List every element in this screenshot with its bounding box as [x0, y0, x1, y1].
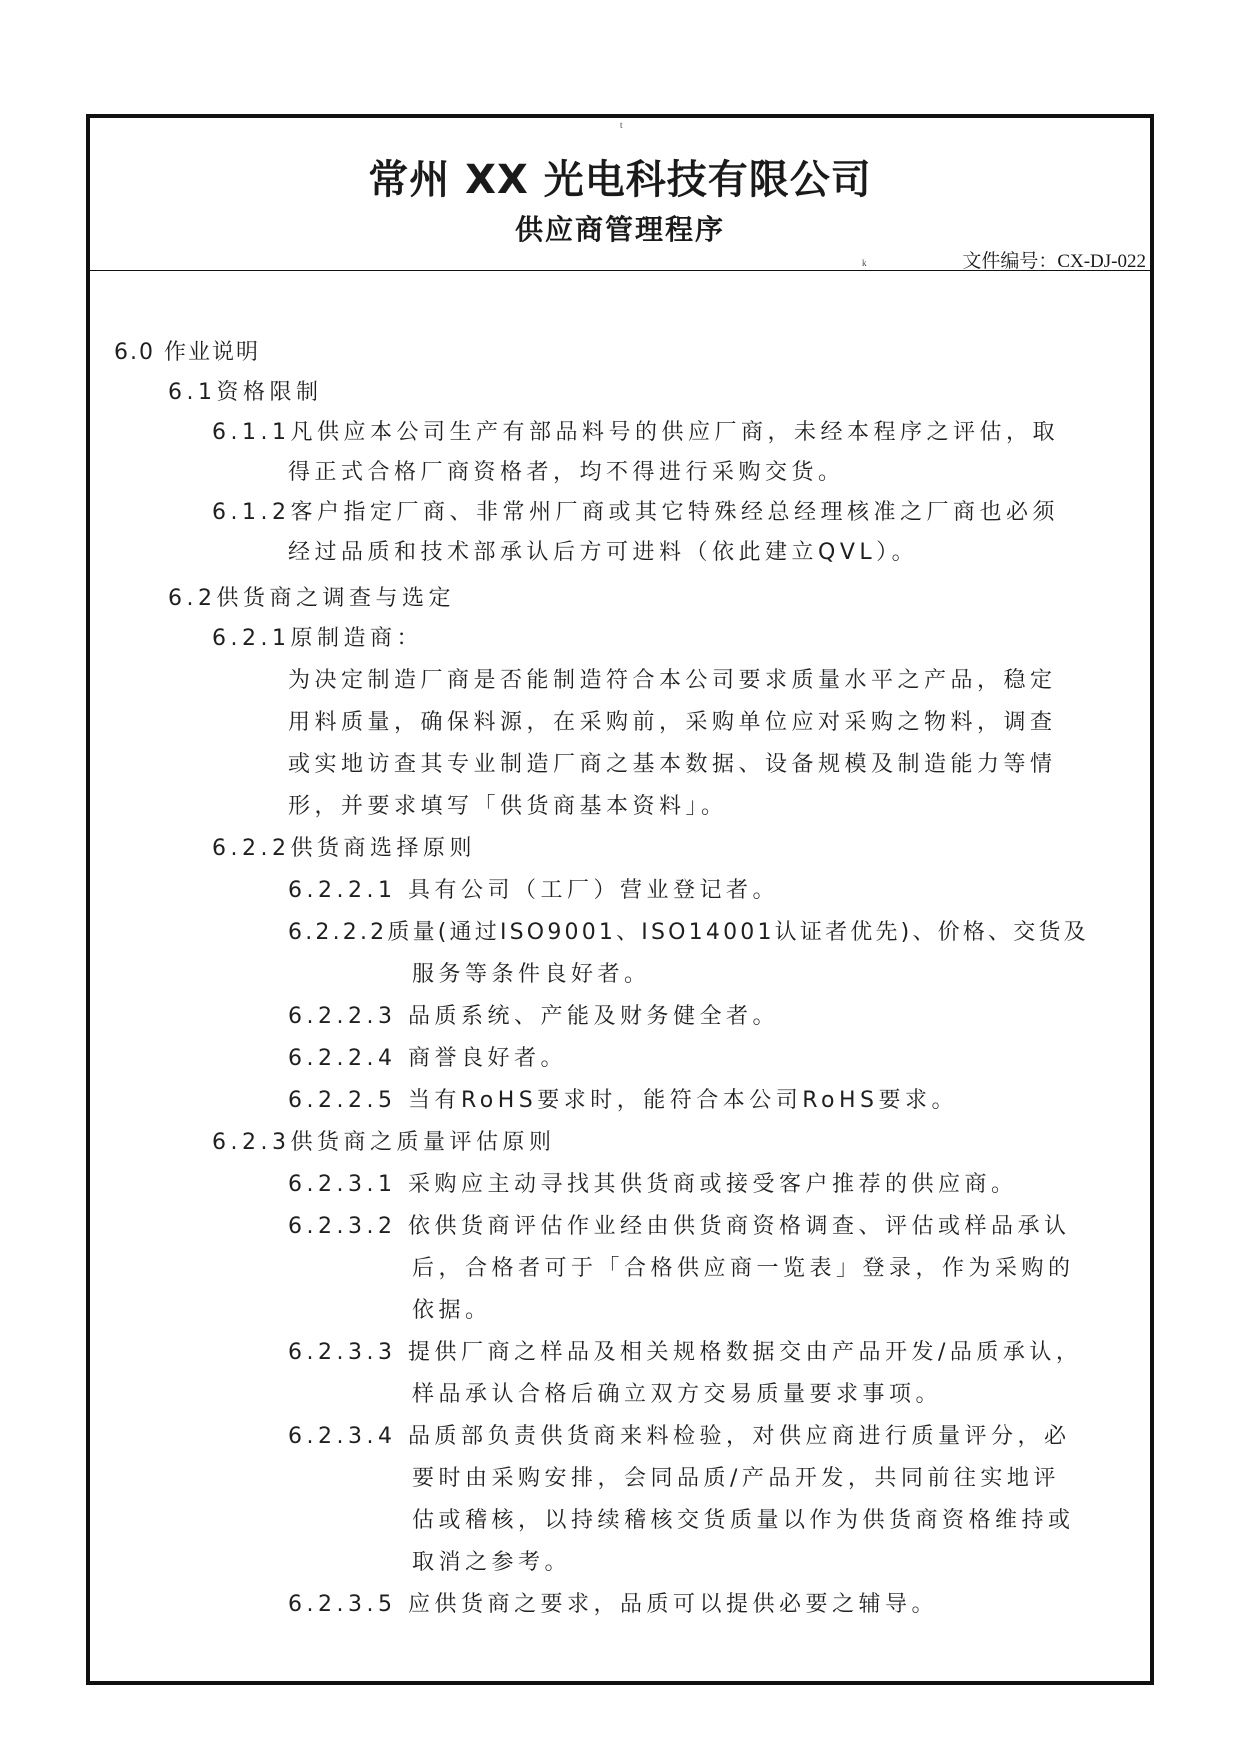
clause-line: 形，并要求填写「供货商基本资料」。 [288, 794, 728, 819]
clause-line: 依据。 [412, 1298, 492, 1323]
clause-line: 6.2.2.4 商誉良好者。 [288, 1046, 567, 1071]
subsection-heading: 6.2供货商之调查与选定 [168, 586, 455, 611]
clause-line: 服务等条件良好者。 [412, 962, 651, 987]
clause-line: 经过品质和技术部承认后方可进料（依此建立QVL）。 [288, 540, 919, 565]
mark-top: t [620, 120, 623, 130]
clause-line: 取消之参考。 [412, 1550, 572, 1575]
clause-line: 6.2.2.5 当有RoHS要求时，能符合本公司RoHS要求。 [288, 1088, 958, 1113]
clause-line: 为决定制造厂商是否能制造符合本公司要求质量水平之产品，稳定 [288, 668, 1057, 693]
company-name: 常州 XX 光电科技有限公司 [368, 157, 872, 203]
clause-line: 用料质量，确保料源，在采购前，采购单位应对采购之物料，调查 [288, 710, 1057, 735]
clause-line: 6.2.2供货商选择原则 [212, 836, 476, 861]
document-title: 供应商管理程序 [514, 213, 725, 246]
clause-line: 6.1.1凡供应本公司生产有部品料号的供应厂商，未经本程序之评估，取 [212, 420, 1059, 445]
clause-line: 6.2.3.2 依供货商评估作业经由供货商资格调查、评估或样品承认 [288, 1214, 1071, 1239]
clause-line: 得正式合格厂商资格者，均不得进行采购交货。 [288, 460, 845, 485]
clause-line: 6.2.2.3 品质系统、产能及财务健全者。 [288, 1004, 779, 1029]
section-heading: 6.0 作业说明 [114, 340, 260, 365]
document-frame [86, 114, 1154, 1685]
clause-line: 6.2.3.4 品质部负责供货商来料检验，对供应商进行质量评分，必 [288, 1424, 1071, 1449]
clause-line: 6.2.3.3 提供厂商之样品及相关规格数据交由产品开发/品质承认， [288, 1340, 1083, 1365]
mark-small: k [862, 258, 867, 268]
clause-line: 6.2.3供货商之质量评估原则 [212, 1130, 556, 1155]
clause-line: 6.1.2客户指定厂商、非常州厂商或其它特殊经总经理核准之厂商也必须 [212, 500, 1059, 525]
document-number: 文件编号：CX-DJ-022 [962, 251, 1146, 272]
clause-line: 要时由采购安排，会同品质/产品开发，共同前往实地评 [412, 1466, 1060, 1491]
clause-line: 后，合格者可于「合格供应商一览表」登录，作为采购的 [412, 1256, 1075, 1281]
header-divider [90, 270, 1150, 271]
clause-line: 6.2.2.1 具有公司（工厂）营业登记者。 [288, 878, 779, 903]
clause-line: 或实地访查其专业制造厂商之基本数据、设备规模及制造能力等情 [288, 752, 1057, 777]
clause-line: 6.2.3.1 采购应主动寻找其供货商或接受客户推荐的供应商。 [288, 1172, 1018, 1197]
clause-line: 估或稽核，以持续稽核交货质量以作为供货商资格维持或 [412, 1508, 1075, 1533]
clause-line: 样品承认合格后确立双方交易质量要求事项。 [412, 1382, 943, 1407]
clause-line: 6.2.2.2质量(通过ISO9001、ISO14001认证者优先)、价格、交货及 [288, 920, 1089, 945]
subsection-heading: 6.1资格限制 [168, 380, 323, 405]
clause-line: 6.2.1原制造商： [212, 626, 423, 651]
clause-line: 6.2.3.5 应供货商之要求，品质可以提供必要之辅导。 [288, 1592, 938, 1617]
